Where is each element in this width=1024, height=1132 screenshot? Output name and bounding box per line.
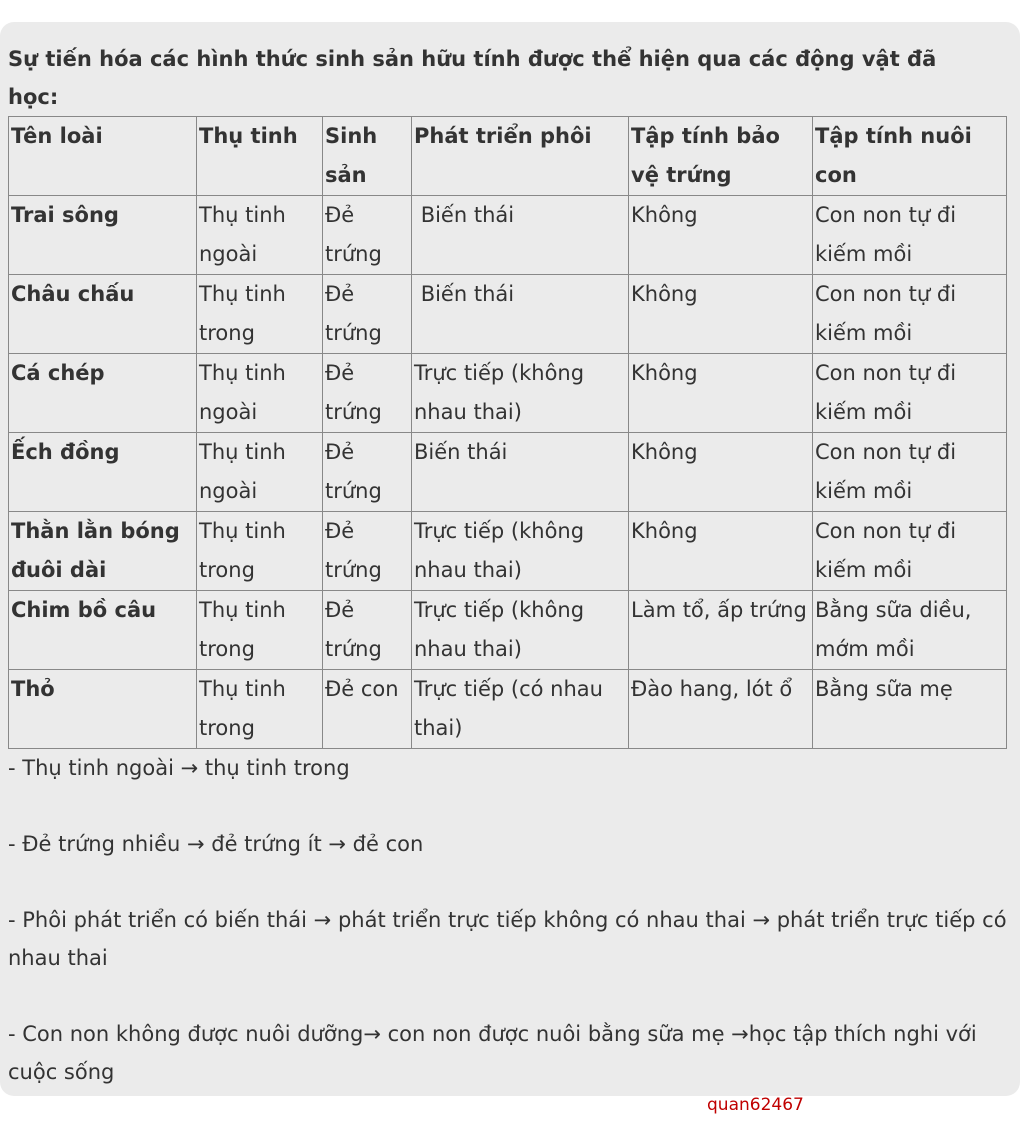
table-cell: Con non tự đi kiếm mồi [813,433,1007,512]
table-cell: Không [629,275,813,354]
table-cell: Trực tiếp (không nhau thai) [412,512,629,591]
answer-card [0,22,1020,1096]
table-cell: Biến thái [412,433,629,512]
evolution-notes [8,749,1012,1091]
reproduction-table [8,116,1007,749]
table-row [9,591,1007,670]
table-cell: Đẻ trứng [323,275,412,354]
table-cell: Bằng sữa mẹ [813,670,1007,749]
table-cell: Đẻ trứng [323,354,412,433]
note-line: - Con non không được nuôi dưỡng→ con non được nuôi bằng sữa mẹ →học tập thích nghi với cuộc sống [8,1022,977,1084]
table-cell: Bằng sữa diều, mớm mồi [813,591,1007,670]
species-cell: Ếch đồng [9,433,197,512]
note-line: - Đẻ trứng nhiều → đẻ trứng ít → đẻ con [8,832,424,856]
table-header-cell: Tập tính bảo vệ trứng [629,117,813,196]
table-cell: Trực tiếp (có nhau thai) [412,670,629,749]
table-cell: Trực tiếp (không nhau thai) [412,591,629,670]
table-cell: Thụ tinh trong [197,275,323,354]
table-header-cell: Phát triển phôi [412,117,629,196]
table-cell: Không [629,512,813,591]
species-cell: Cá chép [9,354,197,433]
table-row [9,196,1007,275]
table-cell: Trực tiếp (không nhau thai) [412,354,629,433]
table-header-row [9,117,1007,196]
table-cell: Biến thái [412,196,629,275]
table-cell: Không [629,196,813,275]
table-cell: Con non tự đi kiếm mồi [813,354,1007,433]
table-cell: Thụ tinh trong [197,512,323,591]
table-cell: Thụ tinh ngoài [197,433,323,512]
table-header-cell: Tên loài [9,117,197,196]
table-cell: Thụ tinh ngoài [197,196,323,275]
table-cell: Đào hang, lót ổ [629,670,813,749]
table-cell: Con non tự đi kiếm mồi [813,275,1007,354]
table-cell: Làm tổ, ấp trứng [629,591,813,670]
table-cell: Biến thái [412,275,629,354]
table-cell: Đẻ con [323,670,412,749]
table-row [9,354,1007,433]
table-cell: Không [629,433,813,512]
species-cell: Thỏ [9,670,197,749]
table-cell: Đẻ trứng [323,196,412,275]
table-row [9,433,1007,512]
table-header-cell: Thụ tinh [197,117,323,196]
table-cell: Con non tự đi kiếm mồi [813,512,1007,591]
table-cell: Thụ tinh trong [197,591,323,670]
species-cell: Chim bồ câu [9,591,197,670]
species-cell: Châu chấu [9,275,197,354]
note-line: - Thụ tinh ngoài → thụ tinh trong [8,756,350,780]
species-cell: Trai sông [9,196,197,275]
table-cell: Thụ tinh ngoài [197,354,323,433]
table-cell: Không [629,354,813,433]
table-cell: Đẻ trứng [323,433,412,512]
note-line: - Phôi phát triển có biến thái → phát triển trực tiếp không có nhau thai → phát triển trực tiếp có nhau thai [8,908,1007,970]
table-header-cell: Tập tính nuôi con [813,117,1007,196]
table-cell: Thụ tinh trong [197,670,323,749]
table-row [9,512,1007,591]
table-header-cell: Sinh sản [323,117,412,196]
species-cell: Thằn lằn bóng đuôi dài [9,512,197,591]
table-cell: Đẻ trứng [323,591,412,670]
table-cell: Đẻ trứng [323,512,412,591]
author-username[interactable]: quan62467 [707,1095,804,1115]
table-row [9,275,1007,354]
table-row [9,670,1007,749]
answer-heading: Sự tiến hóa các hình thức sinh sản hữu tính được thể hiện qua các động vật đã học: [8,47,937,109]
table-cell: Con non tự đi kiếm mồi [813,196,1007,275]
